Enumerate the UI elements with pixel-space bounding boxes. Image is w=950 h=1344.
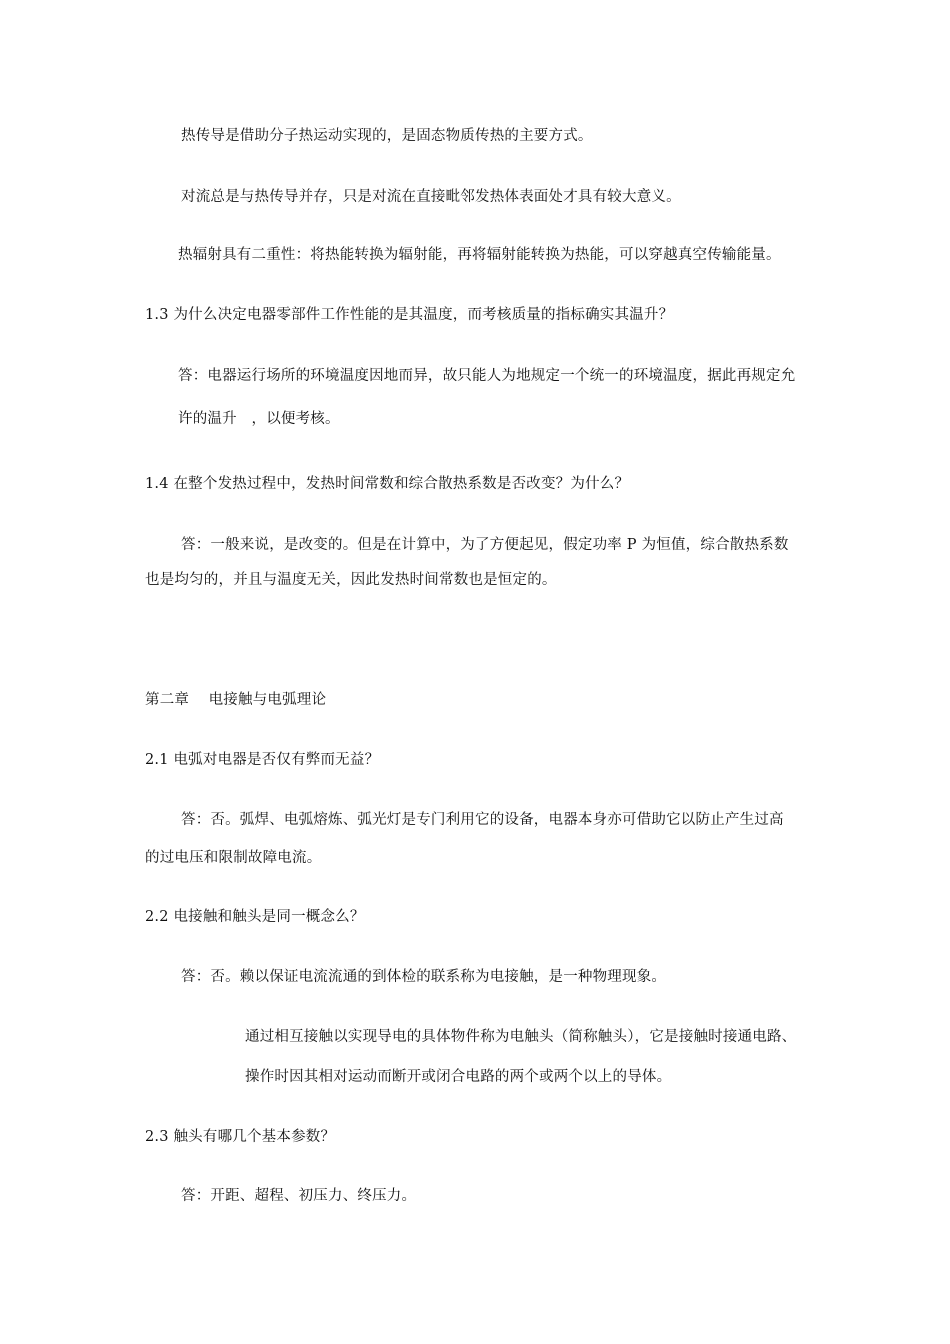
answer-1-4-line-2: 也是均匀的，并且与温度无关，因此发热时间常数也是恒定的。 — [145, 572, 557, 588]
answer-2-3: 答：开距、超程、初压力、终压力。 — [181, 1188, 417, 1204]
answer-2-2-line-3: 操作时因其相对运动而断开或闭合电路的两个或两个以上的导体。 — [245, 1069, 672, 1085]
paragraph-heat-conduction: 热传导是借助分子热运动实现的，是固态物质传热的主要方式。 — [181, 128, 593, 144]
paragraph-radiation: 热辐射具有二重性：将热能转换为辐射能，再将辐射能转换为热能，可以穿越真空传输能量。 — [178, 247, 781, 263]
answer-2-1-line-2: 的过电压和限制故障电流。 — [145, 850, 322, 866]
paragraph-convection: 对流总是与热传导并存，只是对流在直接毗邻发热体表面处才具有较大意义。 — [181, 189, 681, 205]
question-2-1: 2.1 电弧对电器是否仅有弊而无益？ — [145, 752, 380, 768]
answer-1-3-line-2: 许的温升 ，以便考核。 — [178, 411, 340, 427]
question-1-4: 1.4 在整个发热过程中，发热时间常数和综合散热系数是否改变？为什么？ — [145, 476, 630, 492]
answer-2-2-line-1: 答：否。赖以保证电流流通的到体检的联系称为电接触，是一种物理现象。 — [181, 969, 667, 985]
answer-1-3-line-1: 答：电器运行场所的环境温度因地而异，故只能人为地规定一个统一的环境温度，据此再规定允 — [178, 368, 796, 384]
answer-2-2-line-2: 通过相互接触以实现导电的具体物件称为电触头（简称触头），它是接触时接通电路、 — [245, 1029, 797, 1045]
answer-2-1-line-1: 答：否。弧焊、电弧熔炼、弧光灯是专门利用它的设备，电器本身亦可借助它以防止产生过高 — [181, 812, 784, 828]
answer-1-4-line-1: 答：一般来说，是改变的。但是在计算中，为了方便起见，假定功率 P 为恒值，综合散热系数 — [181, 537, 789, 553]
question-1-3: 1.3 为什么决定电器零部件工作性能的是其温度，而考核质量的指标确实其温升？ — [145, 307, 674, 323]
chapter-heading: 第二章 电接触与电弧理论 — [145, 692, 327, 708]
question-2-3: 2.3 触头有哪几个基本参数？ — [145, 1129, 336, 1145]
question-2-2: 2.2 电接触和触头是同一概念么？ — [145, 909, 365, 925]
